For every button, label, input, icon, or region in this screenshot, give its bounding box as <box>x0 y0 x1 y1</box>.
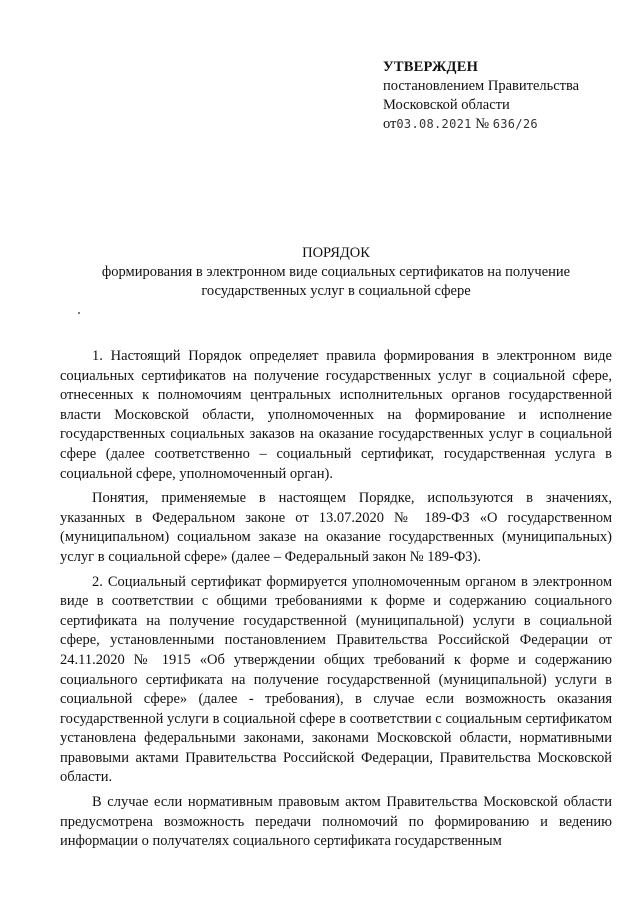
document-subheading: формирования в электронном виде социальных сертификатов на получение государственных услуг в социальной сфере <box>101 264 571 299</box>
paragraph-1: 1. Настоящий Порядок определяет правила формирования в электронном виде социальных сертификатов на получение государственных услуг в социальной сфере, отнесенных к полномочиям центральных исполнительных органов государственной власти Московской области, уполномоченных на формирование и исполнение государственных социальных заказов на оказание государственных услуг в социальной сфере (далее соответственно – социальный сертификат, государственная услуга в социальной сфере, уполномоченный орган). <box>60 348 612 482</box>
approval-number-sign: № <box>475 116 490 132</box>
paragraph-2: Понятия, применяемые в настоящем Порядке, используются в значениях, указанных в Федеральном законе от 13.07.2020 № 189-ФЗ «О государственном (муниципальном) социальном заказе на оказание государственных (муниципальных) услуг в социальной сфере» (далее – Федеральный закон № 189-ФЗ). <box>60 490 612 565</box>
approval-date-prefix: от <box>383 116 397 132</box>
approval-date: 03.08.2021 <box>396 117 472 131</box>
document-body <box>60 347 612 852</box>
document-heading: ПОРЯДОК <box>302 245 370 261</box>
paragraph-3: 2. Социальный сертификат формируется уполномоченным органом в электронном виде в соответствии с общими требованиями к форме и содержанию социального сертификата на получение государственной (муниципальной) услуги в социальной сфере, установленными постановлением Правительства Российской Федерации от 24.11.2020 № 1915 «Об утверждении общих требований к форме и содержанию социального сертификата на получение государственной (муниципальной) услуги в социальной сфере» (далее - требования), в случае если возможность оказания государственной услуги в социальной сфере в соответствии с социальным сертификатом установлена федеральными законами, законами Московской области, нормативными правовыми актами Правительства Российской Федерации, Правительства Московской области. <box>60 573 612 786</box>
approval-line-2: Московской области <box>383 97 510 113</box>
paragraph-4: В случае если нормативным правовым актом Правительства Московской области предусмотрена возможность передачи полномочий по формированию и ведению информации о получателях социального сертификата государственным <box>60 794 612 850</box>
approval-title: УТВЕРЖДЕН <box>383 59 479 75</box>
approval-date-line <box>383 115 579 134</box>
approval-number: 636/26 <box>492 117 538 131</box>
approval-line-1: постановлением Правительства <box>383 78 580 94</box>
approval-stamp <box>383 58 579 134</box>
scan-speck <box>78 312 80 314</box>
document-title-block <box>60 244 612 301</box>
